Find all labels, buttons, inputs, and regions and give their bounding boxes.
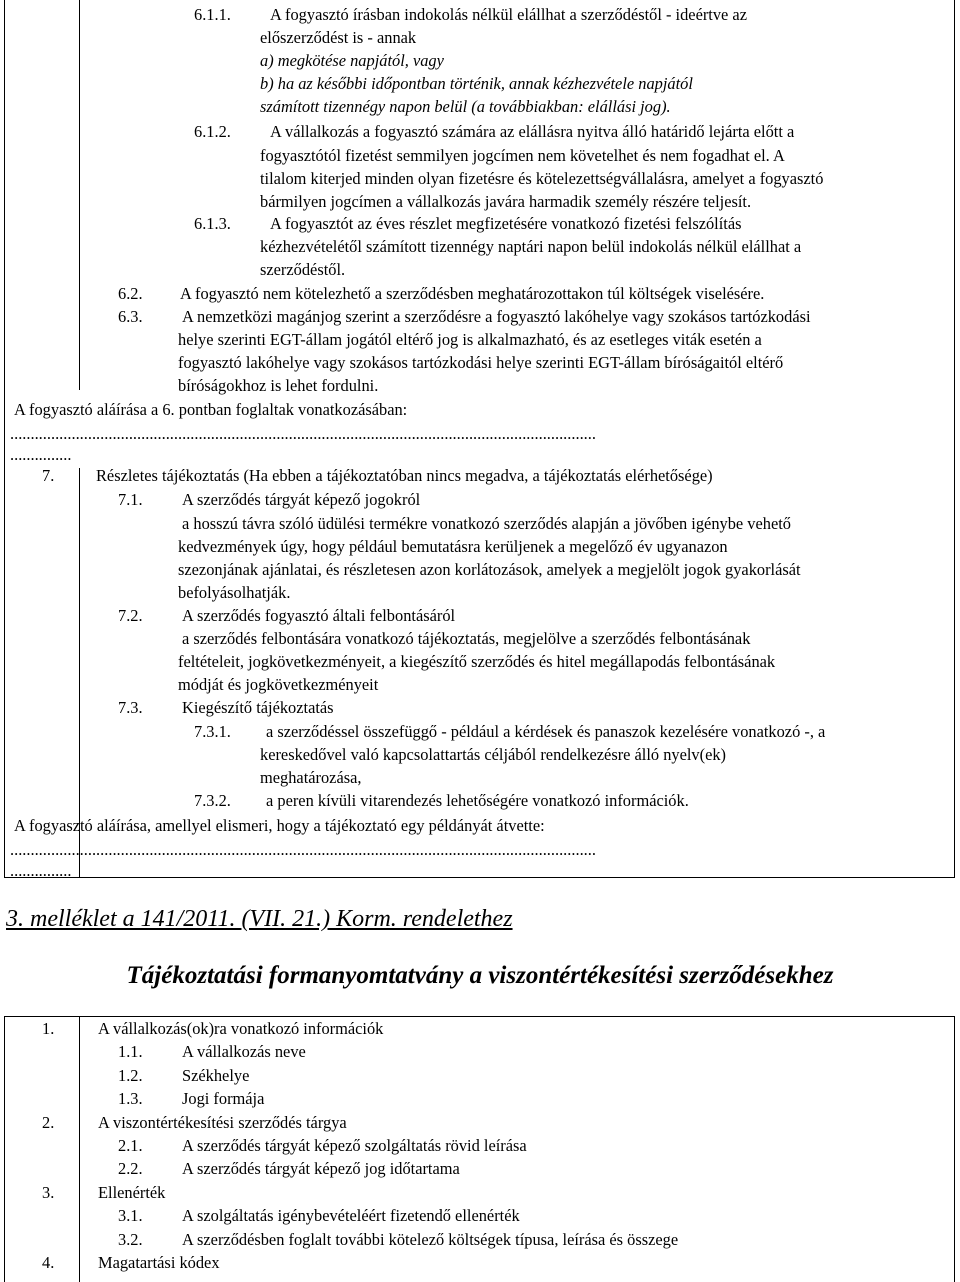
clause-6-1-2-line: tilalom kiterjed minden olyan fizetésre és kötelezettségvállalásra, amelyet a fogyasztó xyxy=(260,169,824,188)
form-item-label: A szolgáltatás igénybevételéért fizetendő ellenérték xyxy=(182,1206,520,1225)
form-item-label: A szerződés tárgyát képező jog időtartama xyxy=(182,1159,460,1178)
clause-7-3-2-text: a peren kívüli vitarendezés lehetőségére vonatkozó információk. xyxy=(266,791,689,810)
clause-7-1-line: a hosszú távra szóló üdülési termékre vonatkozó szerződés alapján a jövőben igénybe vehető xyxy=(182,514,791,533)
clause-6-1-3-line: kézhezvételétől számított tizennégy naptári napon belül indokolás nélkül elállhat a xyxy=(260,237,802,256)
clause-number-6-1-3: 6.1.3. xyxy=(194,214,231,233)
form-item-label: A szerződésben foglalt további kötelező költségek típusa, leírása és összege xyxy=(182,1230,679,1249)
clause-6-1-3-line: A fogyasztót az éves részlet megfizetésére vonatkozó fizetési felszólítás xyxy=(270,214,742,233)
clause-7-2-line: feltételeit, jogkövetkezményeit, a kiegészítő szerződés és hitel megállapodás felbontásának xyxy=(178,652,776,671)
clause-6-1-1-line: előszerződést is - annak xyxy=(260,28,417,47)
clause-7-2-line: módját és jogkövetkezményeit xyxy=(178,675,379,694)
form-title: Tájékoztatási formanyomtatvány a viszontértékesítési szerződésekhez xyxy=(126,962,834,989)
annex-title: 3. melléklet a 141/2011. (VII. 21.) Korm. rendelethez xyxy=(6,906,513,932)
clause-6-2-text: A fogyasztó nem kötelezhető a szerződésben meghatározottakon túl költségek viselésére. xyxy=(180,284,765,303)
form-item-number: 1.3. xyxy=(118,1089,143,1108)
clause-7-2-title: A szerződés fogyasztó általi felbontásáról xyxy=(182,606,456,625)
form-item-label: A vállalkozás neve xyxy=(182,1042,306,1061)
signature-line: ............................................................................................................................................... xyxy=(10,424,596,443)
clause-7-1-title: A szerződés tárgyát képező jogokról xyxy=(182,490,421,509)
form-item-label: Magatartási kódex xyxy=(98,1253,220,1272)
clause-number-6-1-2: 6.1.2. xyxy=(194,122,231,141)
form-item-number: 3. xyxy=(42,1183,55,1202)
clause-6-1-1-line: a) megkötése napjától, vagy xyxy=(260,51,444,70)
clause-7-1-line: kedvezmények úgy, hogy például bemutatásra kerüljenek a megelőző év ugyanazon xyxy=(178,537,728,556)
form-item-number: 1.1. xyxy=(118,1042,143,1061)
form-item-label: A viszontértékesítési szerződés tárgya xyxy=(98,1113,347,1132)
clause-number-7-3-2: 7.3.2. xyxy=(194,791,231,810)
clause-6-3-line: fogyasztó lakóhelye vagy szokásos tartózkodási helye szerinti EGT-állam bíróságaitól eltérő xyxy=(178,353,784,372)
clause-7-3-1-line: kereskedővel való kapcsolattartás céljából rendelkezésre álló nyelv(ek) xyxy=(260,745,727,764)
clause-6-1-1-line: számított tizennégy napon belül (a továbbiakban: elállási jog). xyxy=(260,97,671,116)
section-number-7: 7. xyxy=(42,466,55,485)
clause-number-6-3: 6.3. xyxy=(118,307,143,326)
clause-number-7-3: 7.3. xyxy=(118,698,143,717)
clause-6-3-line: bíróságokhoz is lehet fordulni. xyxy=(178,376,379,395)
clause-number-6-2: 6.2. xyxy=(118,284,143,303)
table-divider xyxy=(79,0,80,390)
clause-6-3-line: helye szerinti EGT-állam jogától eltérő jog is alkalmazható, és az esetleges viták esetén a xyxy=(178,330,762,349)
form-item-number: 2.1. xyxy=(118,1136,143,1155)
form-item-number: 1. xyxy=(42,1019,55,1038)
signature-label-receipt: A fogyasztó aláírása, amellyel elismeri, hogy a tájékoztató egy példányát átvette: xyxy=(14,816,545,835)
clause-6-1-2-line: A vállalkozás a fogyasztó számára az elállásra nyitva álló határidő lejárta előtt a xyxy=(270,122,795,141)
form-item-label: Ellenérték xyxy=(98,1183,166,1202)
signature-line: ............... xyxy=(10,861,72,880)
clause-7-3-1-line: a szerződéssel összefüggő - például a kérdések és panaszok kezelésére vonatkozó -, a xyxy=(266,722,826,741)
form-item-number: 4. xyxy=(42,1253,55,1272)
form-item-number: 3.1. xyxy=(118,1206,143,1225)
form-item-label: Jogi formája xyxy=(182,1089,265,1108)
clause-number-7-3-1: 7.3.1. xyxy=(194,722,231,741)
clause-number-7-1: 7.1. xyxy=(118,490,143,509)
clause-7-3-title: Kiegészítő tájékoztatás xyxy=(182,698,334,717)
signature-line: ............................................................................................................................................... xyxy=(10,840,596,859)
form-item-number: 1.2. xyxy=(118,1066,143,1085)
form-item-label: A vállalkozás(ok)ra vonatkozó információk xyxy=(98,1019,384,1038)
clause-6-1-1-line: b) ha az későbbi időpontban történik, annak kézhezvétele napjától xyxy=(260,74,693,93)
signature-line: ............... xyxy=(10,445,72,464)
form-item-number: 2. xyxy=(42,1113,55,1132)
form-item-label: Székhelye xyxy=(182,1066,250,1085)
clause-number-6-1-1: 6.1.1. xyxy=(194,5,231,24)
form-item-number: 3.2. xyxy=(118,1230,143,1249)
section-7-title: Részletes tájékoztatás (Ha ebben a tájékoztatóban nincs megadva, a tájékoztatás elérhetősége) xyxy=(96,466,713,485)
clause-7-1-line: befolyásolhatják. xyxy=(178,583,291,602)
clause-6-3-line: A nemzetközi magánjog szerint a szerződésre a fogyasztó lakóhelye vagy szokásos tartózkodási xyxy=(182,307,811,326)
clause-6-1-3-line: szerződéstől. xyxy=(260,260,346,279)
form-item-number: 2.2. xyxy=(118,1159,143,1178)
signature-label-section-6: A fogyasztó aláírása a 6. pontban foglaltak vonatkozásában: xyxy=(14,400,408,419)
form-item-label: A szerződés tárgyát képező szolgáltatás rövid leírása xyxy=(182,1136,527,1155)
clause-6-1-2-line: fogyasztótól fizetést semmilyen jogcímen nem követelhet és nem fogadhat el. A xyxy=(260,146,785,165)
clause-6-1-1-line: A fogyasztó írásban indokolás nélkül elállhat a szerződéstől - ideértve az xyxy=(270,5,747,24)
clause-7-2-line: a szerződés felbontására vonatkozó tájékoztatás, megjelölve a szerződés felbontásának xyxy=(182,629,751,648)
table-divider xyxy=(79,1017,80,1282)
clause-6-1-2-line: bármilyen jogcímen a vállalkozás javára harmadik személy részére teljesít. xyxy=(260,192,752,211)
clause-7-1-line: szezonjának ajánlatai, és részletesen azon korlátozások, amelyek a megjelölt jogok gyakorlását xyxy=(178,560,801,579)
clause-7-3-1-line: meghatározása, xyxy=(260,768,362,787)
clause-number-7-2: 7.2. xyxy=(118,606,143,625)
